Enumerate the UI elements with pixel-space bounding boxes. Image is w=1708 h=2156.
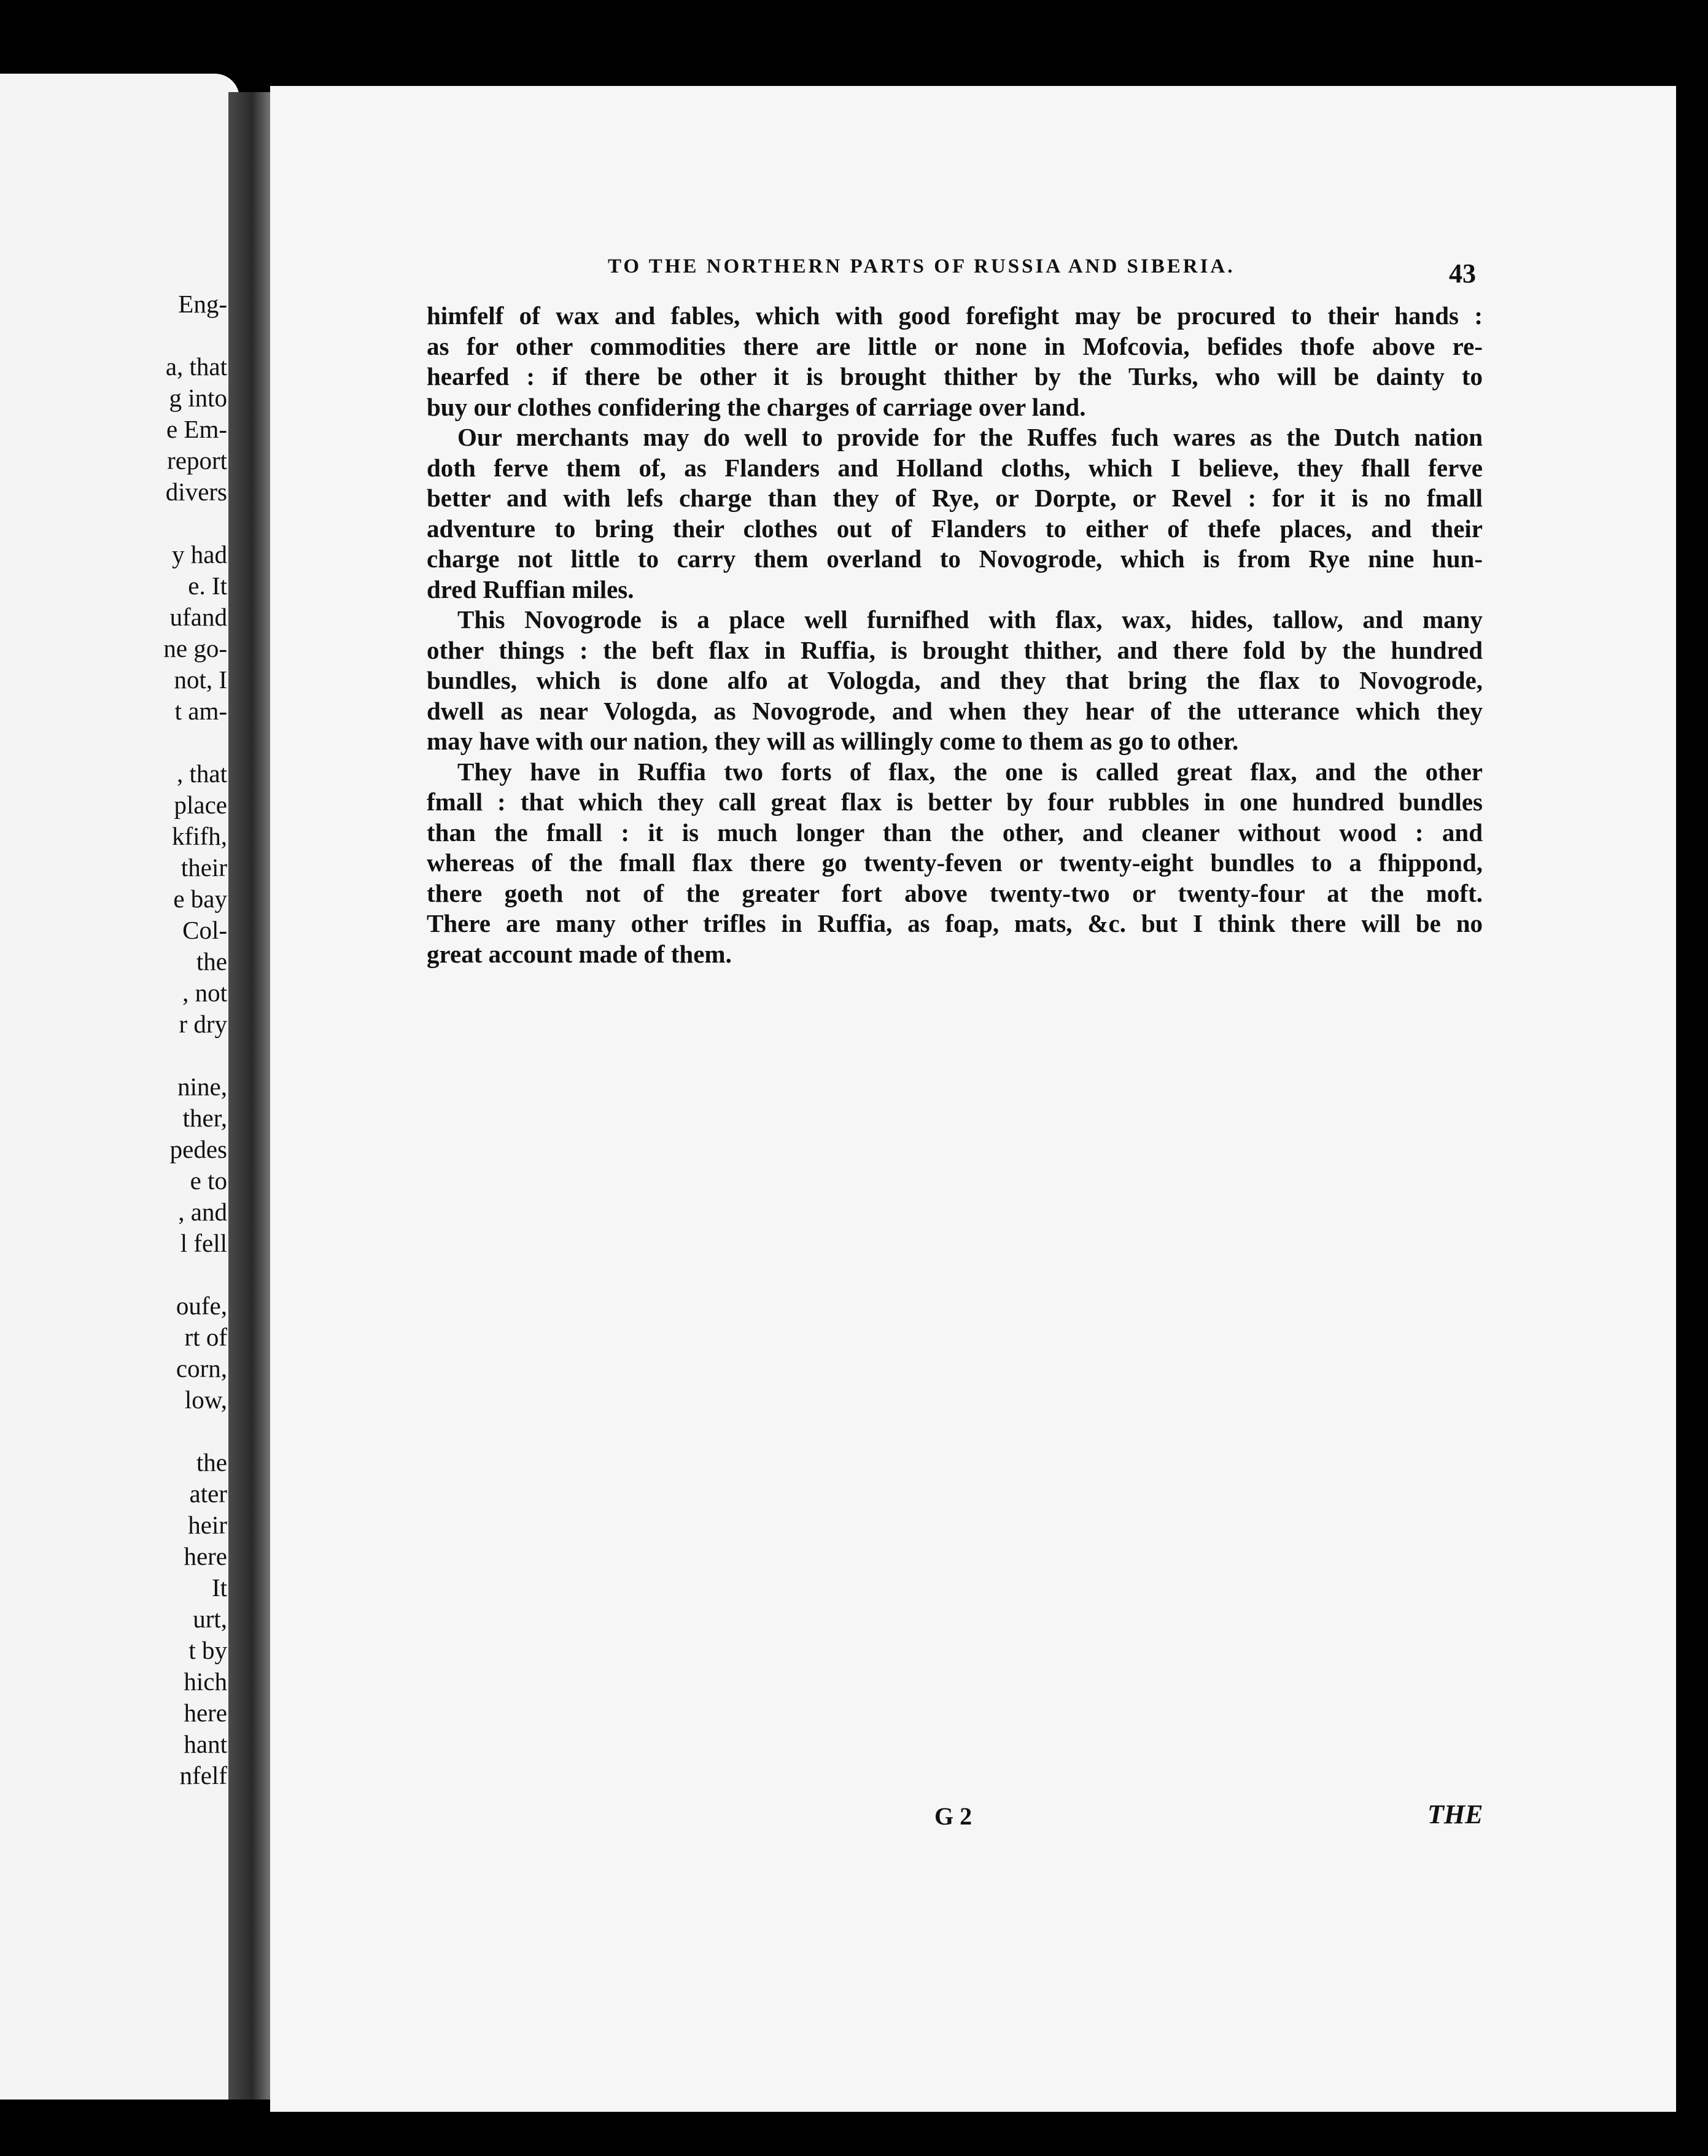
catchword: THE: [1427, 1799, 1483, 1829]
left-line: here: [184, 1542, 227, 1570]
left-line: e Em-: [166, 415, 227, 443]
left-line: heir: [188, 1511, 227, 1539]
text-line: than the fmall : it is much longer than the other, and cleaner without wood : and: [427, 818, 1483, 847]
text-line: adventure to bring their clothes out of Flanders to either of thefe places, and their: [427, 514, 1483, 543]
left-line: pedes: [169, 1135, 227, 1163]
left-line: kfifh,: [172, 822, 227, 850]
text-line: other things : the beft flax in Ruffia, is brought thither, and there fold by the hundred: [427, 635, 1483, 664]
left-line: , that: [177, 759, 227, 788]
text-line: There are many other trifles in Ruffia, as foap, mats, &c. but I think there will be no: [427, 909, 1483, 937]
left-line: y had: [172, 540, 227, 568]
left-line: l fell: [180, 1229, 227, 1257]
text-line: This Novogrode is a place well furnifhed with flax, wax, hides, tallow, and many: [457, 605, 1483, 634]
text-line: great account made of them.: [427, 939, 732, 968]
text-line: doth ferve them of, as Flanders and Holland cloths, which I believe, they fhall ferve: [427, 453, 1483, 482]
left-line: report: [167, 446, 227, 475]
left-line: e. It: [188, 572, 227, 600]
left-line: here: [184, 1699, 227, 1727]
page-number: 43: [1449, 258, 1476, 289]
text-line: may have with our nation, they will as willingly come to them as go to other.: [427, 727, 1239, 755]
left-line: [0, 320, 227, 351]
left-line: Col-: [182, 916, 227, 944]
text-line: better and with lefs charge than they of Rye, or Dorpte, or Revel : for it is no fmall: [427, 484, 1483, 512]
left-line: oufe,: [176, 1292, 227, 1320]
left-line: t am-: [174, 697, 227, 725]
left-line: , and: [178, 1198, 227, 1226]
left-line: hich: [184, 1667, 227, 1696]
left-page-text: [0, 289, 227, 1791]
left-line: the: [196, 947, 227, 975]
text-line: They have in Ruffia two forts of flax, the one is called great flax, and the other: [457, 757, 1483, 786]
left-line: r dry: [179, 1010, 227, 1038]
left-line: urt,: [193, 1605, 227, 1633]
signature-mark: G 2: [934, 1802, 972, 1830]
running-head: TO THE NORTHERN PARTS OF RUSSIA AND SIBERIA.: [608, 255, 1235, 277]
text-line: fmall : that which they call great flax is better by four rubbles in one hundred bundles: [427, 788, 1483, 816]
left-line: nfelf: [179, 1761, 227, 1790]
left-line: e to: [190, 1166, 227, 1195]
text-line: charge not little to carry them overland to Novogrode, which is from Rye nine hun-: [427, 545, 1483, 573]
left-line: It: [211, 1573, 227, 1602]
text-line: bundles, which is done alfo at Vologda, and they that bring the flax to Novogrode,: [427, 666, 1483, 694]
left-line: Eng-: [178, 290, 227, 318]
text-line: hearfed : if there be other it is brought thither by the Turks, who will be dainty to: [427, 362, 1483, 390]
left-line: low,: [184, 1386, 227, 1414]
left-line: rt of: [184, 1323, 227, 1351]
left-line: a, that: [165, 352, 227, 381]
text-line: as for other commodities there are little or none in Mofcovia, befides thofe above re-: [427, 332, 1483, 360]
left-line: their: [181, 853, 227, 882]
left-line: , not: [182, 979, 227, 1007]
left-line: [0, 727, 227, 758]
left-line: divers: [165, 478, 227, 506]
left-line: ne go-: [163, 634, 227, 662]
text-line: Our merchants may do well to provide for the Ruffes fuch wares as the Dutch nation: [457, 423, 1483, 451]
left-line: corn,: [176, 1354, 227, 1382]
left-line: e bay: [173, 885, 227, 913]
text-line: dwell as near Vologda, as Novogrode, and when they hear of the utterance which they: [427, 696, 1483, 725]
left-line: [0, 1040, 227, 1071]
left-line: ater: [189, 1479, 227, 1508]
left-line: ufand: [169, 603, 227, 631]
left-line: [0, 508, 227, 539]
left-line: [0, 1416, 227, 1447]
left-line: g into: [169, 384, 227, 412]
left-line: t by: [188, 1636, 227, 1664]
left-line: [0, 1259, 227, 1290]
text-line: dred Ruffian miles.: [427, 575, 634, 603]
text-line: there goeth not of the greater fort above twenty-two or twenty-four at the moft.: [427, 878, 1483, 907]
left-line: nine,: [177, 1072, 227, 1101]
left-line: the: [196, 1448, 227, 1476]
text-line: whereas of the fmall flax there go twenty-feven or twenty-eight bundles to a fhippond,: [427, 848, 1483, 877]
text-line: himfelf of wax and fables, which with good forefight may be procured to their hands :: [427, 301, 1483, 330]
left-line: hant: [184, 1730, 227, 1758]
left-line: ther,: [182, 1104, 227, 1132]
left-line: place: [174, 791, 227, 819]
text-line: buy our clothes confidering the charges of carriage over land.: [427, 392, 1086, 421]
left-line: not, I: [174, 665, 227, 694]
body-text: [427, 301, 1483, 969]
